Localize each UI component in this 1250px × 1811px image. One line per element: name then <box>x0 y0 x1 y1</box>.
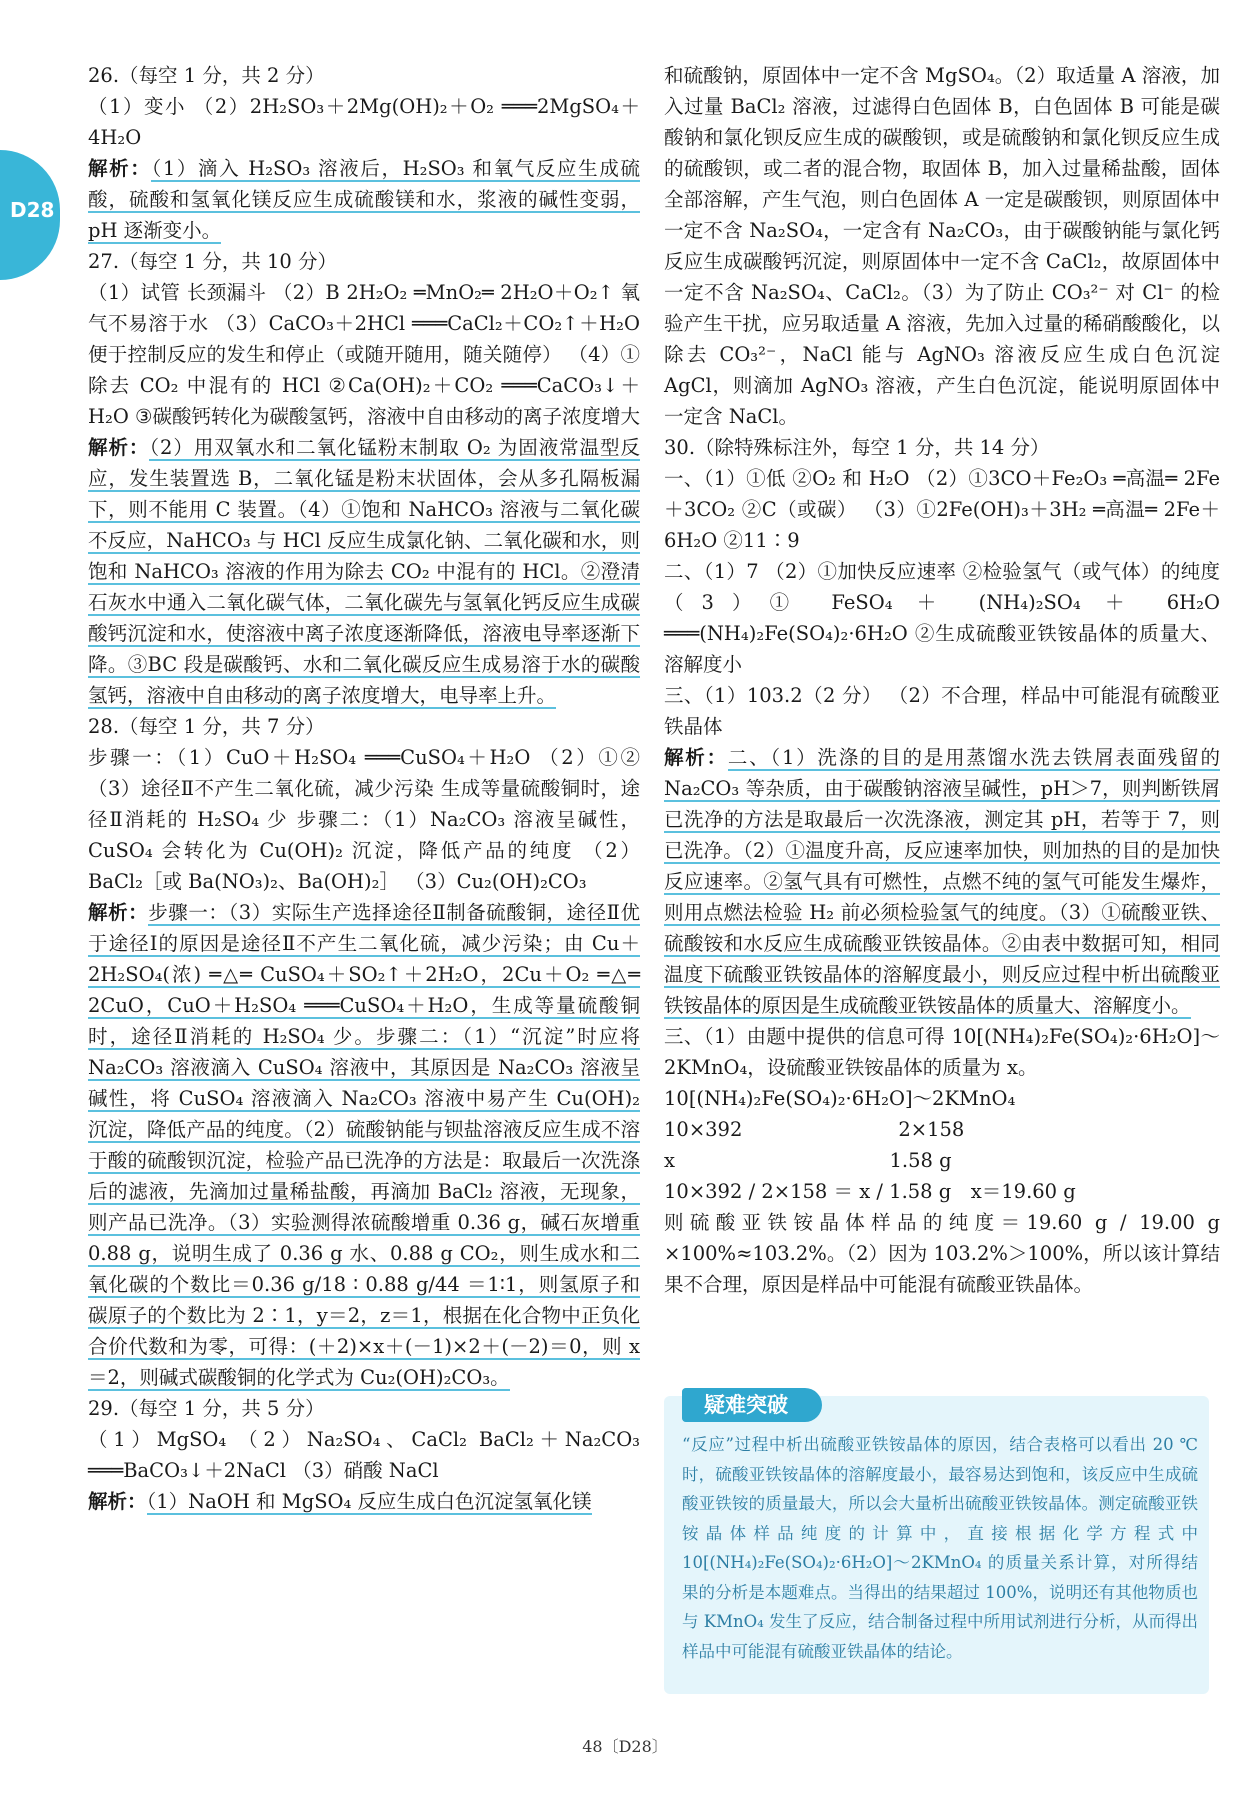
solution-paragraph <box>664 742 1220 1021</box>
answer-paragraph: （1）变小 （2）2H₂SO₃＋2Mg(OH)₂＋O₂ ═══2MgSO₄＋4H₂O <box>88 95 640 149</box>
answer-paragraph: 步骤一：（1）CuO＋H₂SO₄ ═══CuSO₄＋H₂O （2）①② （3）途径Ⅱ不产生二氧化硫，减少污染 生成等量硫酸铜时，途径Ⅱ消耗的 H₂SO₄ 少 步骤二：（1）Na₂CO₃ 溶液呈碱性，CuSO₄ 会转化为 Cu(OH)₂ 沉淀，降低产品的纯度 （2）BaCl₂［或 Ba(NO₃)₂、Ba(OH)₂］ （3）Cu₂(OH)₂CO₃ <box>88 746 640 893</box>
text-paragraph: 10×392 2×158 <box>664 1118 965 1141</box>
solution-paragraph <box>88 897 640 1393</box>
text-paragraph: 10×392 / 2×158 ＝ x / 1.58 g x＝19.60 g <box>664 1180 1076 1203</box>
right-column <box>664 60 1220 1300</box>
question-heading: 28.（每空 1 分，共 7 分） <box>88 715 325 738</box>
solution-text: （1）滴入 H₂SO₃ 溶液后，H₂SO₃ 和氧气反应生成硫酸，硫酸和氢氧化镁反应生成硫酸镁和水，浆液的碱性变弱，pH 逐渐变小。 <box>88 157 640 242</box>
answer-paragraph: 一、（1）①低 ②O₂ 和 H₂O （2）①3CO＋Fe₂O₃ ═高温═ 2Fe＋3CO₂ ②C（或碳） （3）①2Fe(OH)₃＋3H₂ ═高温═ 2Fe＋6H₂O ②11∶9 <box>664 467 1220 552</box>
solution-label: 解析： <box>664 746 728 769</box>
tip-box-title: 疑难突破 <box>682 1388 822 1422</box>
question-heading: 30.（除特殊标注外，每空 1 分，共 14 分） <box>664 436 1050 459</box>
solution-label: 解析： <box>88 901 149 924</box>
solution-paragraph <box>88 153 640 246</box>
solution-text: 步骤一：（3）实际生产选择途径Ⅱ制备硫酸铜，途径Ⅱ优于途径Ⅰ的原因是途径Ⅱ不产生二氧化硫，减少污染；由 Cu＋2H₂SO₄(浓) ═△═ CuSO₄＋SO₂↑＋2H₂O，2Cu＋O₂ ═△═ 2CuO，CuO＋H₂SO₄ ═══CuSO₄＋H₂O，生成等量硫酸铜时，途径Ⅱ消耗的 H₂SO₄ 少。步骤二：（1）“沉淀”时应将 Na₂CO₃ 溶液滴入 CuSO₄ 溶液中，其原因是 Na₂CO₃ 溶液呈碱性，将 CuSO₄ 溶液滴入 Na₂CO₃ 溶液中易产生 Cu(OH)₂ 沉淀，降低产品的纯度。（2）硫酸钠能与钡盐溶液反应生成不溶于酸的硫酸钡沉淀，检验产品已洗净的方法是：取最后一次洗涤后的滤液，先滴加过量稀盐酸，再滴加 BaCl₂ 溶液，无现象，则产品已洗净。（3）实验测得浓硫酸增重 0.36 g，碱石灰增重 0.88 g，说明生成了 0.36 g 水、0.88 g CO₂，则生成水和二氧化碳的个数比＝0.36 g/18 ∶ 0.88 g/44 ＝1∶1，则氢原子和碳原子的个数比为 2∶1，y＝2，z＝1，根据在化合物中正负化合价代数和为零，可得：(＋2)×x＋(－1)×2＋(－2)＝0，则 x＝2，则碱式碳酸铜的化学式为 Cu₂(OH)₂CO₃。 <box>88 901 640 1389</box>
solution-text: （1）NaOH 和 MgSO₄ 反应生成白色沉淀氢氧化镁 <box>146 1490 592 1513</box>
text-paragraph: 10[(NH₄)₂Fe(SO₄)₂·6H₂O]～2KMnO₄ <box>664 1087 1016 1110</box>
question-heading: 29.（每空 1 分，共 5 分） <box>88 1397 325 1420</box>
solution-text: 二、（1）洗涤的目的是用蒸馏水洗去铁屑表面残留的 Na₂CO₃ 等杂质，由于碳酸钠溶液呈碱性，pH＞7，则判断铁屑已洗净的方法是取最后一次洗涤液，测定其 pH，若等于 7，则已洗净。（2）①温度升高，反应速率加快，则加热的目的是加快反应速率。②氢气具有可燃性，点燃不纯的氢气可能发生爆炸，则用点燃法检验 H₂ 前必须检验氢气的纯度。（3）①硫酸亚铁、硫酸铵和水反应生成硫酸亚铁铵晶体。②由表中数据可知，相同温度下硫酸亚铁铵晶体的溶解度最小，则反应过程中析出硫酸亚铁铵晶体的原因是生成硫酸亚铁铵晶体的质量大、溶解度小。 <box>664 746 1220 1017</box>
text-paragraph: x 1.58 g <box>664 1149 952 1172</box>
solution-label: 解析： <box>88 436 150 459</box>
text-paragraph: 和硫酸钠，原固体中一定不含 MgSO₄。（2）取适量 A 溶液，加入过量 BaCl₂ 溶液，过滤得白色固体 B，白色固体 B 可能是碳酸钠和氯化钡反应生成的碳酸钡，或是硫酸钠和氯化钡反应生成的硫酸钡，或二者的混合物，取固体 B，加入过量稀盐酸，固体全部溶解，产生气泡，则白色固体 A 一定是碳酸钡，则原固体中一定不含 Na₂SO₄，一定含有 Na₂CO₃，由于碳酸钠能与氯化钙反应生成碳酸钙沉淀，则原固体中一定不含 CaCl₂，故原固体中一定不含 Na₂SO₄、CaCl₂。（3）为了防止 CO₃²⁻ 对 Cl⁻ 的检验产生干扰，应另取适量 A 溶液，先加入过量的稀硝酸酸化，以除去 CO₃²⁻，NaCl 能与 AgNO₃ 溶液反应生成白色沉淀 AgCl，则滴加 AgNO₃ 溶液，产生白色沉淀，能说明原固体中一定含 NaCl。 <box>664 64 1220 428</box>
solution-paragraph <box>88 1486 640 1517</box>
left-column <box>88 60 640 1517</box>
solution-text: （2）用双氧水和二氧化锰粉末制取 O₂ 为固液常温型反应，发生装置选 B，二氧化锰是粉末状固体，会从多孔隔板漏下，则不能用 C 装置。（4）①饱和 NaHCO₃ 溶液与二氧化碳不反应，NaHCO₃ 与 HCl 反应生成氯化钠、二氧化碳和水，则饱和 NaHCO₃ 溶液的作用为除去 CO₂ 中混有的 HCl。②澄清石灰水中通入二氧化碳气体，二氧化碳先与氢氧化钙反应生成碳酸钙沉淀和水，使溶液中离子浓度逐渐降低，溶液电导率逐渐下降。③BC 段是碳酸钙、水和二氧化碳反应生成易溶于水的碳酸氢钙，溶液中自由移动的离子浓度增大，电导率上升。 <box>88 436 640 707</box>
text-paragraph: 三、（1）由题中提供的信息可得 10[(NH₄)₂Fe(SO₄)₂·6H₂O]～2KMnO₄，设硫酸亚铁铵晶体的质量为 x。 <box>664 1025 1220 1079</box>
page-footer: 48〔D28〕 <box>582 1737 668 1756</box>
answer-paragraph: （1）MgSO₄ （2）Na₂SO₄、CaCl₂ BaCl₂＋Na₂CO₃ ═══BaCO₃↓＋2NaCl （3）硝酸 NaCl <box>88 1428 640 1482</box>
solution-label: 解析： <box>88 1490 147 1513</box>
answer-paragraph: （1）试管 长颈漏斗 （2）B 2H₂O₂ ═MnO₂═ 2H₂O＋O₂↑ 氧气不易溶于水 （3）CaCO₃＋2HCl ═══CaCl₂＋CO₂↑＋H₂O 便于控制反应的发生和停止（或随开随用，随关随停） （4）①除去 CO₂ 中混有的 HCl ②Ca(OH)₂＋CO₂ ═══CaCO₃↓＋H₂O ③碳酸钙转化为碳酸氢钙，溶液中自由移动的离子浓度增大 <box>88 281 640 428</box>
answer-paragraph: 二、（1）7 （2）①加快反应速率 ②检验氢气（或气体）的纯度 （3）① FeSO₄ ＋ (NH₄)₂SO₄ ＋ 6H₂O ═══(NH₄)₂Fe(SO₄)₂·6H₂O ②生成硫酸亚铁铵晶体的质量大、溶解度小 <box>664 560 1220 676</box>
answer-paragraph: 三、（1）103.2（2 分） （2）不合理，样品中可能混有硫酸亚铁晶体 <box>664 684 1220 738</box>
solution-paragraph <box>88 432 640 711</box>
question-heading: 26.（每空 1 分，共 2 分） <box>88 64 325 87</box>
text-paragraph: 则硫酸亚铁铵晶体样品的纯度＝19.60 g / 19.00 g ×100%≈103.2%。（2）因为 103.2%＞100%，所以该计算结果不合理，原因是样品中可能混有硫酸亚铁晶体。 <box>664 1211 1220 1296</box>
question-heading: 27.（每空 1 分，共 10 分） <box>88 250 338 273</box>
page-side-tab-label: D28 <box>10 198 55 222</box>
solution-label: 解析： <box>88 157 152 180</box>
tip-box-text: “反应”过程中析出硫酸亚铁铵晶体的原因，结合表格可以看出 20 ℃ 时，硫酸亚铁铵晶体的溶解度最小，最容易达到饱和，该反应中生成硫酸亚铁铵的质量最大，所以会大量析出硫酸亚铁铵晶体。测定硫酸亚铁铵晶体样品纯度的计算中，直接根据化学方程式中 10[(NH₄)₂Fe(SO₄)₂·6H₂O]～2KMnO₄ 的质量关系计算，对所得结果的分析是本题难点。当得出的结果超过 100%，说明还有其他物质也与 KMnO₄ 发生了反应，结合制备过程中所用试剂进行分析，从而得出样品中可能混有硫酸亚铁晶体的结论。 <box>682 1435 1198 1661</box>
